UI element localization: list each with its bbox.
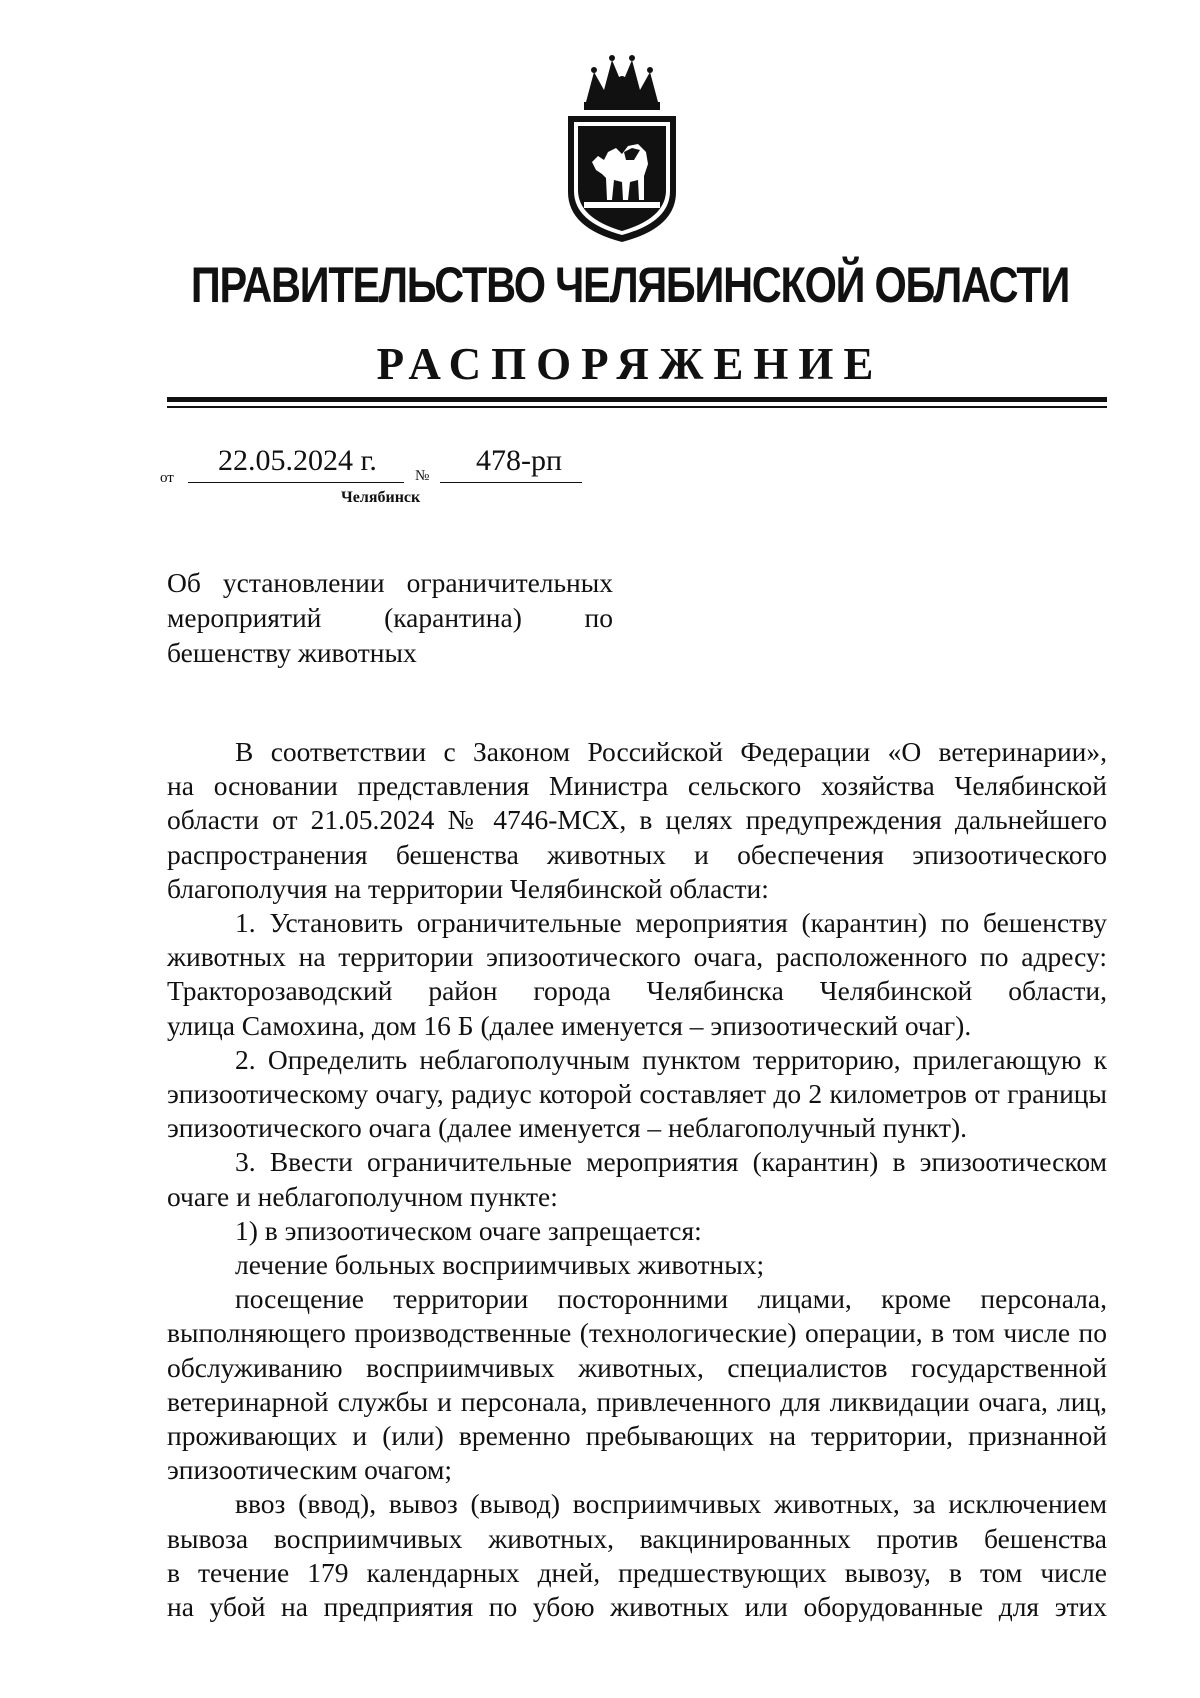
header-rule-thin	[167, 406, 1107, 408]
body-line: лечение больных восприимчивых животных;	[235, 1249, 765, 1281]
body-line: обслуживанию восприимчивых животных, специалистов государственной	[167, 1351, 1107, 1383]
document-type: РАСПОРЯЖЕНИЕ	[376, 339, 884, 389]
body-line: проживающих и (или) временно пребывающих на территории, признанной	[167, 1420, 1107, 1452]
subject-line: бешенству животных	[167, 637, 417, 668]
body-line: животных на территории эпизоотического очага, расположенного по адресу:	[167, 941, 1107, 973]
body-line: 1. Установить ограничительные мероприятия (карантин) по бешенству	[235, 907, 1107, 939]
organization-title: ПРАВИТЕЛЬСТВО ЧЕЛЯБИНСКОЙ ОБЛАСТИ	[190, 257, 1070, 313]
body-line: ввоз (ввод), вывоз (вывод) восприимчивых животных, за исключением	[235, 1488, 1107, 1520]
document-body	[167, 735, 1107, 1624]
body-line: вывоза восприимчивых животных, вакцинированных против бешенства	[167, 1522, 1107, 1554]
body-line: на убой на предприятия по убою животных или оборудованные для этих	[167, 1591, 1107, 1623]
body-line: 2. Определить неблагополучным пунктом территорию, прилегающую к	[235, 1043, 1107, 1075]
header-rule-thick	[167, 397, 1107, 402]
body-line: Тракторозаводский район города Челябинска Челябинской области,	[167, 975, 1107, 1007]
body-line: очаге и неблагополучном пункте:	[167, 1180, 558, 1212]
body-line: ветеринарной службы и персонала, привлеченного для ликвидации очага, лиц,	[167, 1385, 1107, 1417]
issue-city: Челябинск	[341, 489, 421, 506]
number-prefix: №	[415, 468, 430, 484]
body-line: на основании представления Министра сельского хозяйства Челябинской	[167, 770, 1107, 802]
subject-line: мероприятий (карантина) по	[167, 602, 613, 633]
body-line: эпизоотическому очагу, радиус которой составляет до 2 километров от границы	[167, 1078, 1107, 1110]
date-underline	[188, 482, 404, 483]
body-line: эпизоотическим очагом;	[167, 1454, 453, 1486]
coat-of-arms-icon	[560, 52, 684, 244]
document-number: 478-рп	[476, 444, 563, 477]
date-prefix: от	[160, 470, 174, 486]
number-underline	[440, 482, 582, 483]
body-line: В соответствии с Законом Российской Федерации «О ветеринарии»,	[235, 736, 1107, 767]
document-date: 22.05.2024 г.	[218, 444, 377, 477]
body-line: распространения бешенства животных и обеспечения эпизоотического	[167, 838, 1107, 870]
subject-line: Об установлении ограничительных	[167, 567, 613, 598]
document-subject	[167, 565, 613, 670]
body-line: области от 21.05.2024 № 4746-МСХ, в целях предупреждения дальнейшего	[167, 804, 1107, 836]
body-line: в течение 179 календарных дней, предшествующих вывозу, в том числе	[167, 1556, 1107, 1588]
body-line: 1) в эпизоотическом очаге запрещается:	[235, 1214, 702, 1246]
body-line: благополучия на территории Челябинской области:	[167, 872, 769, 904]
body-line: выполняющего производственные (технологические) операции, в том числе по	[167, 1317, 1107, 1349]
body-line: эпизоотического очага (далее именуется – неблагополучный пункт).	[167, 1112, 967, 1144]
body-line: 3. Ввести ограничительные мероприятия (карантин) в эпизоотическом	[235, 1146, 1107, 1178]
body-line: улица Самохина, дом 16 Б (далее именуется – эпизоотический очаг).	[167, 1009, 972, 1041]
body-line: посещение территории посторонними лицами, кроме персонала,	[235, 1283, 1107, 1315]
